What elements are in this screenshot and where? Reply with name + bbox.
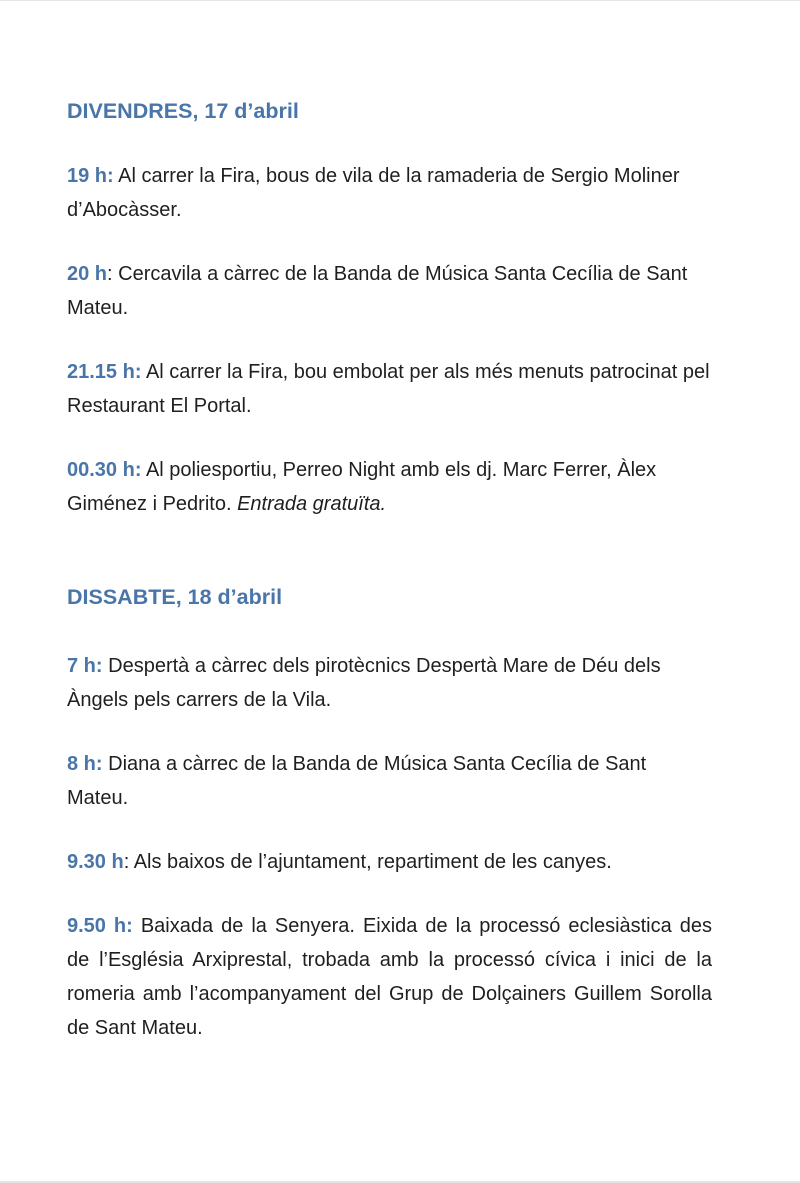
program-content (67, 95, 712, 1045)
event-time-separator: : (123, 851, 130, 873)
event-entry (67, 649, 712, 717)
event-time: 20 h (67, 263, 108, 285)
event-time: 7 h: (67, 655, 103, 677)
day-heading-dissabte: DISSABTE, 18 d’abril (67, 585, 283, 609)
event-text: Baixada de la Senyera. Eixida de la processó eclesiàstica des de l’Església Arxiprestal, trobada amb la processó cívica i inici de la romeria amb l’acompanyament del Grup de Dolçainers Guillem Sorolla de Sant Mateu. (67, 915, 712, 1039)
event-time-separator: : (107, 263, 113, 285)
event-entry (67, 747, 712, 815)
event-time: 21.15 h: (67, 361, 142, 383)
event-text: Al carrer la Fira, bou embolat per als més menuts patrocinat pel Restaurant El Portal. (67, 361, 710, 417)
event-time: 9.50 h: (67, 915, 133, 937)
event-text: Al carrer la Fira, bous de vila de la ramaderia de Sergio Moliner d’Abocàsser. (67, 165, 680, 221)
event-entry (67, 257, 712, 325)
event-text: Despertà a càrrec dels pirotècnics Despertà Mare de Déu dels Àngels pels carrers de la Vila. (67, 655, 661, 711)
event-entry (67, 453, 712, 521)
event-time: 8 h: (67, 753, 103, 775)
event-note: Entrada gratuïta. (237, 493, 387, 515)
event-entry (67, 159, 712, 227)
event-time: 19 h: (67, 165, 114, 187)
event-text: Cercavila a càrrec de la Banda de Música Santa Cecília de Sant Mateu. (67, 263, 688, 319)
event-entry (67, 355, 712, 423)
event-time: 00.30 h: (67, 459, 142, 481)
event-text: Al poliesportiu, Perreo Night amb els dj. Marc Ferrer, Àlex Giménez i Pedrito. (67, 459, 657, 515)
event-text: Als baixos de l’ajuntament, repartiment de les canyes. (133, 851, 612, 873)
day-heading-divendres: DIVENDRES, 17 d’abril (67, 99, 299, 123)
event-text: Diana a càrrec de la Banda de Música Santa Cecília de Sant Mateu. (67, 753, 647, 809)
event-entry (67, 845, 712, 879)
event-entry (67, 909, 712, 1045)
event-time: 9.30 h (67, 851, 124, 873)
